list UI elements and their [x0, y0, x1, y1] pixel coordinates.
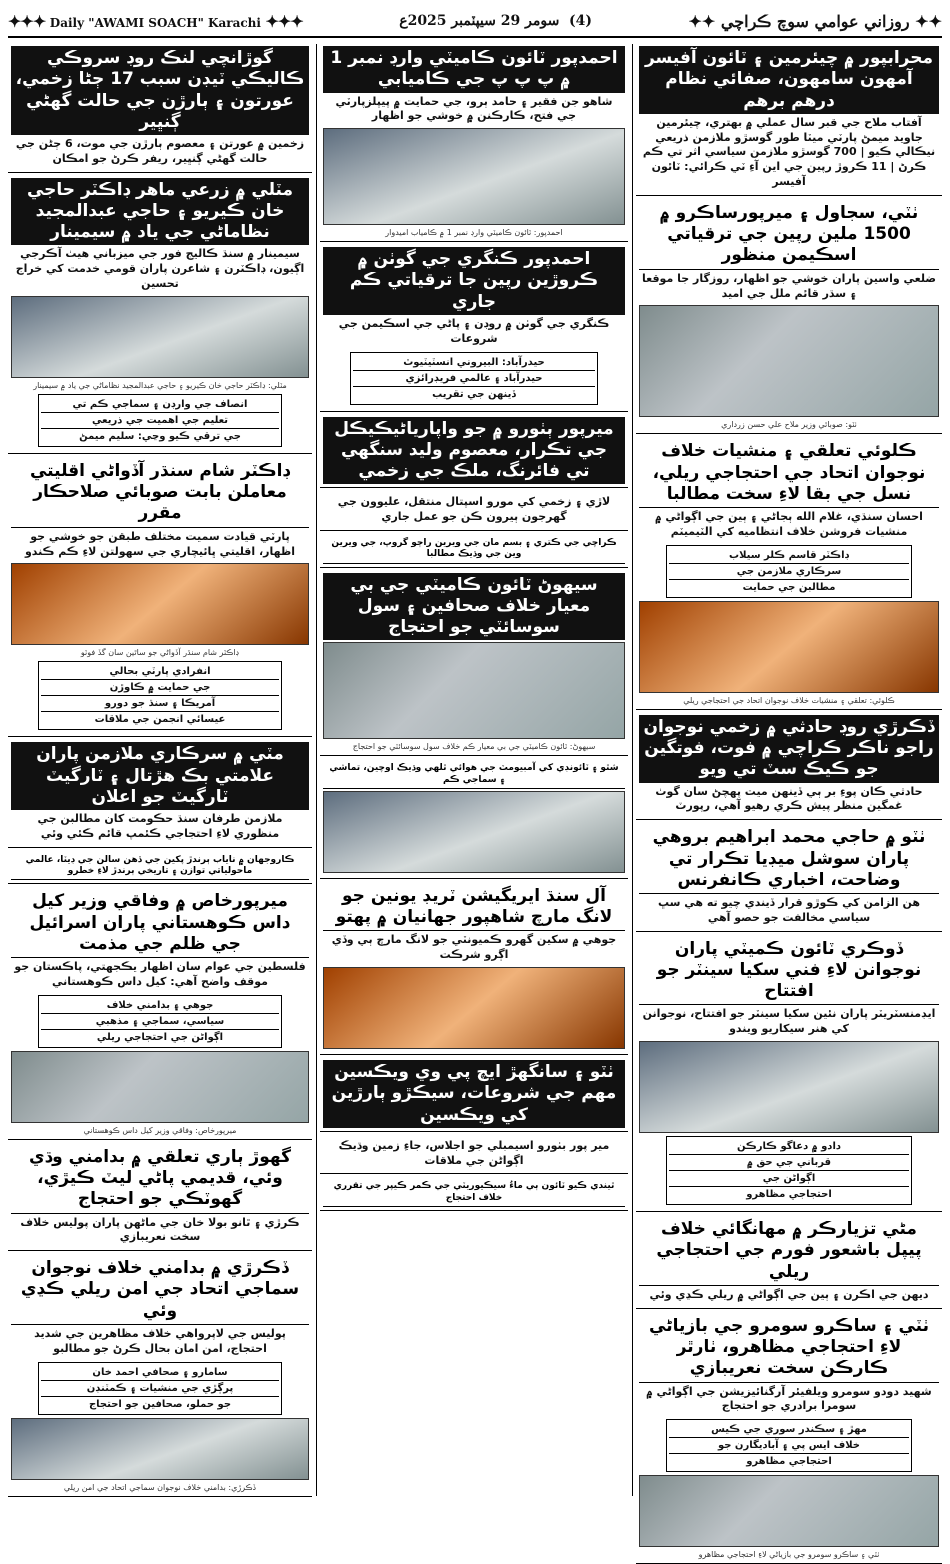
column-right [636, 44, 942, 1560]
headline: ڊاڪٽر شام سنڌر آڏواڻي اقليتي معاملن بابت صوبائي صلاحڪار مقرر [11, 459, 309, 528]
news-photo [323, 967, 625, 1049]
headline: ڏڪرڙي روڊ حادثي ۾ زخمي نوجوان راجو ناڪر ڪراچي ۾ فوت، فوتگين جو ڪيڪ سٽ تي ويو [639, 715, 939, 783]
story [636, 713, 942, 820]
headline: شٿو ۽ ٽائونڊي کي آمبيومٽ جي هوائي ٿلهي وڌيڪ اوچين، تماشي ۽ سماجي ڪم [323, 761, 625, 789]
subheadline: هن الزامن کي ڪوڙو قرار ڏيندي چيو ته هي سڀ سياسي مخالفت جو حصو آهي [657, 896, 921, 924]
story [8, 457, 312, 737]
story [320, 415, 628, 489]
photo-caption: سيهوڻ: ٽائون ڪاميٽي جي بي معيار ڪم خلاف سول سوسائٽي جو احتجاج [352, 742, 596, 752]
headline: مڻي تزيارڪر ۾ مهانگائي خلاف پيپل باشعور فورم جي احتجاجي ريلي [639, 1217, 939, 1286]
news-photo [639, 601, 939, 693]
subheadline: فلسطين جي عوام سان اظهار يڪجهتي، پاڪستان جو موقف واضح آهي: کيل داس ڪوهستاني [14, 960, 306, 988]
subheadline: پارٽي قيادت سميت مختلف طبقن جو خوشي جو اظهار، اقليتي ڀائيچاري جي سهولتن لاءِ ڪم ڪندو [24, 529, 296, 558]
photo-caption: ڏڪرڙي: بدامني خلاف نوجوان سماجي اتحاد جي امن ريلي [63, 1482, 257, 1492]
english-title: ✦✦✦ Daily "AWAMI SOACH" Karachi ✦✦✦ [8, 11, 303, 31]
headline: ٺٽو ۾ حاجي محمد ابراهيم بروهي پاران سوشل ميڊيا تڪرار تي وضاحت، اخباري ڪانفرنس [639, 825, 939, 894]
headline: آل سنڌ ايريگيشن ٽريڊ يونين جو لانگ مارچ شاهپور جهانيان ۾ پهتو [323, 884, 625, 932]
headline: سيهوڻ ٽائون ڪاميٽي جي بي معيار خلاف صحافين ۽ سول سوسائٽي جو احتجاج [323, 573, 625, 641]
story [636, 199, 942, 434]
subheadline: ضلعي واسين پاران خوشي جو اظهار، روزگار جا موقعا ۽ سڌر قائم ملل جي اميد [642, 271, 936, 300]
boxed-headline: دادو ۾ دعاگو ڪارڪن قرباني جي حق ۾ اڳواڻن جي احتجاجي مظاهرو [666, 1136, 912, 1205]
news-photo [639, 1041, 939, 1133]
subheadline: سيمينار ۾ سنڌ ڪاليج فور جي ميزباني هيٺ آڪرجي اڳيون، ڊاڪٽرن ۽ شاعرن پاران قومي خدمت کي خراج تحسين [15, 247, 305, 291]
page-number: (4) [569, 13, 593, 29]
story [636, 1312, 942, 1564]
photo-caption: ڪلوئي: تعلقي ۽ منشيات خلاف نوجوان اتحاد جي احتجاجي ريلي [683, 695, 895, 705]
headline: ڪراچي جي ڪتري ۽ بسم مان جي ويرين راڄو گروپ، جي ويرين وين جي وڌيڪ مطالبا [323, 536, 625, 564]
story [636, 44, 942, 196]
story [636, 1215, 942, 1309]
subheadline: ڪنگري جي گوٺن ۾ روڊن ۽ پاڻي جي اسڪيمن جي شروعات [338, 316, 610, 345]
story [636, 437, 942, 709]
subheadline: ديهن جي اڪرن ۽ ٻين جي اڳواڻي ۾ ريلي ڪڍي وئي [649, 1287, 929, 1301]
news-photo [323, 791, 625, 873]
story [320, 1177, 628, 1211]
headline: ڏوڪري ٽائون ڪميٽي پاران نوجوانن لاءِ فني سکيا سينٽر جو افتتاح [639, 937, 939, 1006]
subheadline: شهيد دودو سومرو ويلفيئر آرگنائيزيشن جي اڳواڻي ۾ سومرا برادري جو احتجاج [646, 1384, 932, 1413]
story [8, 1143, 312, 1251]
news-photo [11, 1051, 309, 1123]
subheadline: آفتاب ملاح جي قبر سال عملي ۾ بهتري، چيئرمين جاويد ميمڻ پارٽي ميٽا طور گوسڙو ملازمن ذريعي نيڪالي ڪيو | 700 گوسڙو ملازمن سياسي اثر تي ڪم ڪرڻ | 11 ڪروڙ رپين جي اين آءِ ٽي ڪرائي: ٽائون آفيسر [642, 115, 936, 189]
subheadline: ڪرڙي ۽ ٿانو بولا خان جي ماڻهن پاران پوليس خلاف سخت نعريبازي [20, 1215, 300, 1244]
boxed-headline: مهڙ ۽ سڪندر سوري جي ڪيس خلاف ايس پي ۽ آباديگارن جو احتجاجي مظاهرو [666, 1419, 912, 1472]
subheadline: حادثي ڪان پوءِ بر ٻي ڏينهن ميت پهچڻ سان گوٺ غمگين منظر پيش ڪري رهيو آهي، رپورٽ [655, 784, 923, 813]
news-photo [11, 1418, 309, 1480]
column-divider [316, 44, 317, 1496]
story [320, 491, 628, 531]
subheadline: ملازمن طرفان سنڌ حڪومت کان مطالبن جي منظوري لاءِ احتجاجي ڪئمپ قائم ڪئي وئي [37, 812, 283, 840]
story [320, 534, 628, 568]
subheadline: جوهي ۾ سکين گهرو ڪميونٽي جو لانگ مارچ ٻي وڏي اڳرو شرڪت [331, 933, 617, 962]
news-photo [11, 296, 309, 378]
subheadline: مير پور بٺورو اسيمبلي جو اجلاس، جاءِ زمين وڌيڪ اڳواڻن جي ملاقات [338, 1138, 610, 1167]
photo-caption: ميرپورخاص: وفاقي وزير کيل داس ڪوهستاني [83, 1125, 237, 1135]
headline: ٺٽي، سجاول ۽ ميرپورساڪرو ۾ 1500 ملين رپين جي ترقياتي اسڪيمن منظور [639, 201, 939, 270]
photo-caption: ٺٽي ۽ ساڪرو سومرو جي بازياڻي لاءِ احتجاجي مظاهرو [698, 1550, 880, 1560]
story [8, 887, 312, 1139]
story [320, 571, 628, 757]
story [320, 245, 628, 411]
story [320, 759, 628, 879]
news-photo [11, 563, 309, 645]
photo-caption: مٽلي: ڊاڪٽر حاجي خان ڪيريو ۽ حاجي عبدالمجيد نظاماڻي جي ياد ۾ سيمينار [33, 380, 287, 390]
story [8, 851, 312, 885]
photo-caption: ٺٽو: صوبائي وزير ملاح علي حسن زرداري [721, 420, 857, 430]
headline: ٿيندي ڪيو ٽائون ٻي ماءُ سيڪيوريٽي جي ڪمر ڪيپر جي تقرري خلاف احتجاج [323, 1179, 625, 1207]
story [636, 823, 942, 931]
sindhi-title: ✦✦ روزاني عوامي سوچ ڪراچي ✦✦ [688, 11, 942, 31]
headline: ميرپورخاص ۾ وفاقي وزير کيل داس ڪوهستاني پاران اسرائيل جي ظلم جي مذمت [11, 889, 309, 958]
boxed-headline: جوهي ۽ بدامني خلاف سياسي، سماجي ۽ مذهبي اڳواڻن جي احتجاجي ريلي [38, 995, 282, 1048]
headline: مٽي ۾ سرڪاري ملازمن پاران علامتي بڪ هڙتال ۽ ٽارگيٽ ٽارگيٽ جو اعلان [11, 742, 309, 810]
headline: ڪاروجهان ۾ ناياب ٻرندڙ پکين جي ڏهن سالن جي ڊيٽا، عالمي ماحولياتي توازن ۽ تاريخي ٻرندڙ لاءِ خطرو [11, 853, 309, 881]
subheadline: لاڙي ۽ زخمي کي مورو اسپتال منتقل، عليوون جي گهرجون ٻيرون ڪن جو عمل جاري [337, 495, 611, 524]
photo-caption: احمدپور: ٽائون ڪاميٽي وارڊ نمبر 1 ۾ ڪامياب اميدوار [385, 228, 563, 238]
story [320, 1058, 628, 1132]
headline: ٺٽو ۽ سانگهڙ ايچ پي وي ويڪسين مهم جي شروعات، سيڪڙو ٻارڙين کي ويڪسين [323, 1060, 625, 1128]
column-left [8, 44, 312, 1496]
headline: ڪلوئي تعلقي ۽ منشيات خلاف نوجوان اتحاد جي احتجاجي ريلي، نسل جي بقا لاءِ سخت مطالبا [639, 439, 939, 508]
headline: محرابپور ۾ چيئرمين ۽ ٽائون آفيسر آمهون سامهون، صفائي نظام درهم برهم [639, 46, 939, 114]
boxed-headline: سامارو ۽ صحافي احمد خان پرڳڙي جي منشيات ۽ ڪمٽنڊن جو حملو، صحافين جو احتجاج [38, 1362, 282, 1415]
issue-info [399, 13, 592, 29]
story [8, 740, 312, 847]
subheadline: ايڊمنسٽريٽر پاران نئين سکيا سينٽر جو افتتاح، نوجوانن کي هنر سيکاريو ويندو [642, 1007, 936, 1036]
column-divider [632, 44, 633, 1496]
headline: ميرپور ٻٺورو ۾ جو واپارياڻيڪيڪل جي تڪرار، معصوم وليد سنگهي تي فائرنگ، ملڪ جي زخمي [323, 417, 625, 485]
issue-date: سومر 29 سيپٽمبر 2025ع [399, 13, 560, 29]
headline: گهوڙ ٻاري تعلقي ۾ بدامني وڌي وئي، قديمي پاڻي ليٽ ڪيڙي، گهوٽڪي جو احتجاج [11, 1145, 309, 1214]
news-photo [323, 128, 625, 225]
headline: احمدپور ٽائون ڪاميٽي وارڊ نمبر 1 ۾ پ پ پ جي ڪاميابي [323, 46, 625, 93]
headline: گوڙانچي لنڪ روڊ سروڪي ڪاليڪي ٽيڊن سبب 17 ڄڻا زخمي، عورتون ۽ ٻارڙن جي حالت گهڻي ڳنڀير [11, 46, 309, 135]
headline: ڏڪرڙي ۾ بدامني خلاف نوجوان سماجي اتحاد جي امن ريلي ڪڍي وئي [11, 1256, 309, 1325]
subheadline: پوليس جي لاپرواهي خلاف مظاهرين جي شديد احتجاج، امن امان بحال ڪرڻ جو مطالبو [34, 1326, 286, 1355]
column-middle [320, 44, 628, 1496]
boxed-headline: حيدرآباد: البيروني انسٽيٽيوٽ حيدرآباد ۽ عالمي فريڊرائزي ڏينهن جي تقريب [350, 352, 598, 405]
subheadline: شاهو جن فقير ۽ حامد ٻرو، جي حمايت ۾ پيپلزپارٽي جي فتح، ڪارڪنن ۾ خوشي جو اظهار [335, 94, 613, 123]
masthead [8, 6, 942, 38]
boxed-headline: انفرادي پارٽي بحالي جي حمايت ۾ ڪاوڙن آمريڪا ۽ سنڌ جو دورو عيسائي انجمن جي ملاقات [38, 661, 282, 730]
story [320, 44, 628, 242]
headline: مٽلي ۾ زرعي ماهر ڊاڪٽر حاجي خان ڪيريو ۽ حاجي عبدالمجيد نظاماڻي جي ياد ۾ سيمينار [11, 178, 309, 246]
subheadline: زخمين ۾ عورتن ۽ معصوم ٻارڙن جي موت، 6 ڄڻن جي حالت گهڻي ڳنڀير، ريفر ڪرڻ جو امڪان [15, 137, 305, 165]
story [8, 1254, 312, 1496]
news-photo [639, 305, 939, 417]
story [320, 882, 628, 1055]
boxed-headline: انصاف جي وارڊن ۽ سماجي ڪم تي تعليم جي اهميت جي ذريعي جي ترقي ڪيو وڃي: سليم ميمڻ [38, 394, 282, 447]
headline: ٺٽي ۽ ساڪرو سومرو جي بازياڻي لاءِ احتجاجي مظاهرو، ٺارٿر ڪارڪن سخت نعريبازي [639, 1314, 939, 1383]
boxed-headline: ڊاڪٽر قاسم ڪلر سيلاب سرڪاري ملازمن جي مطالبن جي حمايت [666, 545, 912, 598]
story [636, 935, 942, 1212]
story [8, 176, 312, 454]
story [320, 1135, 628, 1175]
news-photo [323, 642, 625, 739]
story [8, 44, 312, 173]
subheadline: احسان سنڌي، غلام الله ٻجاڻي ۽ ٻين جي اڳواڻي ۾ منشيات فروشن خلاف انتظاميه کي الٽيميٽم [655, 510, 923, 538]
news-photo [639, 1475, 939, 1547]
photo-caption: ڊاڪٽر شام سنڌر آڏواڻي جو ساٿين سان گڏ فوٽو [80, 648, 240, 658]
headline: احمدپور ڪنگري جي گوٺن ۾ ڪروڙين رپين جا ترقياتي ڪم جاري [323, 247, 625, 315]
